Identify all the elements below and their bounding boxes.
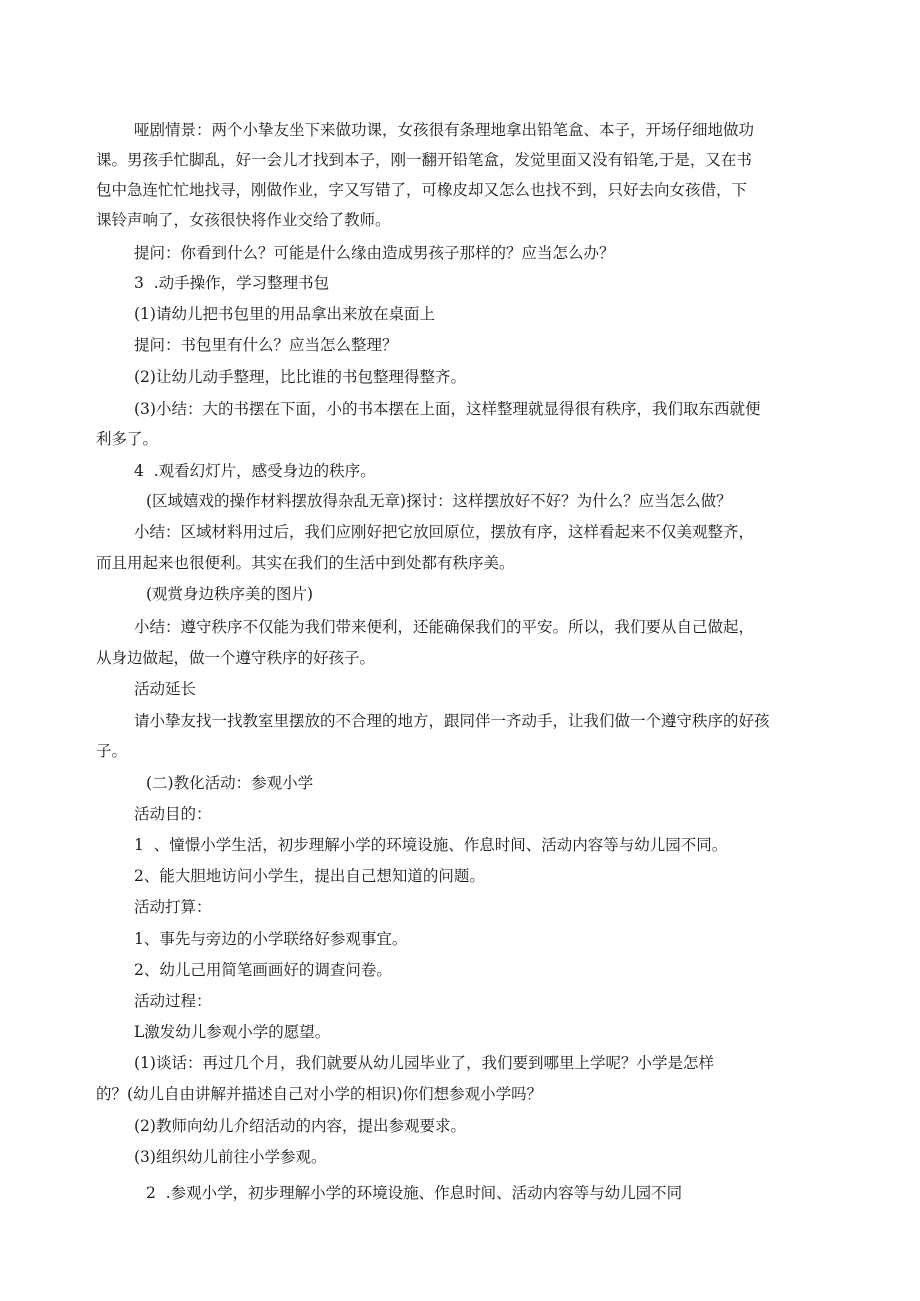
list-item: 2、能大胆地访问小学生，提出自己想知道的问题。 (134, 867, 485, 885)
paragraph-line: 利多了。 (96, 430, 159, 448)
paragraph-line: 小结：区域材料用过后，我们应刚好把它放回原位，摆放有序，这样看起来不仅美观整齐， (134, 523, 755, 541)
paragraph-line: 包中急连忙忙地找寻，刚做作业，字又写错了，可橡皮却又怎么也找不到，只好去向女孩借，下 (96, 181, 748, 199)
paragraph-line: (2)教师向幼儿介绍活动的内容，提出参观要求。 (134, 1117, 466, 1135)
paragraph-line: 请小挚友找一找教室里摆放的不合理的地方，跟同伴一齐动手，让我们做一个遵守秩序的好孩 (134, 712, 770, 730)
section-heading: (二)教化活动：参观小学 (146, 774, 314, 792)
paragraph-line: (1)请幼儿把书包里的用品拿出来放在桌面上 (134, 305, 435, 323)
section-heading: 4 .观看幻灯片，感受身边的秩序。 (134, 462, 376, 480)
list-item: 1 、憧憬小学生活，初步理解小学的环境设施、作息时间、活动内容等与幼儿园不同。 (134, 836, 728, 854)
paragraph-line: 的？(幼儿自由讲解并描述自己对小学的相识)你们想参观小学吗？ (96, 1085, 543, 1103)
list-item: 2、幼儿己用简笔画画好的调查问卷。 (134, 961, 392, 979)
paragraph-line: (3)小结：大的书摆在下面，小的书本摆在上面，这样整理就显得很有秩序，我们取东西就便 (134, 400, 761, 418)
paragraph-line: 子。 (96, 742, 128, 760)
list-item: 1、事先与旁边的小学联络好参观事宜。 (134, 930, 408, 948)
section-heading: 2 .参观小学，初步理解小学的环境设施、作息时间、活动内容等与幼儿园不同 (146, 1184, 683, 1202)
section-heading: 活动延长 (134, 680, 197, 698)
paragraph-line: (观赏身边秩序美的图片) (146, 585, 314, 603)
section-heading: 3 .动手操作，学习整理书包 (134, 274, 330, 292)
section-heading: 活动打算： (134, 898, 212, 916)
paragraph-line: 哑剧情景：两个小挚友坐下来做功课，女孩很有条理地拿出铅笔盒、本子，开场仔细地做功 (134, 121, 755, 139)
section-heading: 活动目的： (134, 805, 212, 823)
paragraph-line: (区域嬉戏的操作材料摆放得杂乱无章)探讨：这样摆放好不好？为什么？应当怎么做？ (146, 492, 732, 510)
paragraph-line: (3)组织幼儿前往小学参观。 (134, 1148, 327, 1166)
section-heading: 活动过程： (134, 992, 212, 1010)
paragraph-line: 课铃声响了，女孩很快将作业交给了教师。 (96, 211, 391, 229)
paragraph-line: 提问：你看到什么？可能是什么缘由造成男孩子那样的？应当怎么办？ (134, 244, 615, 262)
list-item: L激发幼儿参观小学的愿望。 (134, 1023, 331, 1041)
paragraph-line: 而且用起来也很便利。其实在我们的生活中到处都有秩序美。 (96, 554, 515, 572)
paragraph-line: (2)让幼儿动手整理，比比谁的书包整理得整齐。 (134, 368, 466, 386)
paragraph-line: 从身边做起，做一个遵守秩序的好孩子。 (96, 649, 376, 667)
paragraph-line: 小结：遵守秩序不仅能为我们带来便利，还能确保我们的平安。所以，我们要从自己做起， (134, 618, 755, 636)
paragraph-line: (1)谈话：再过几个月，我们就要从幼儿园毕业了，我们要到哪里上学呢？小学是怎样 (134, 1054, 714, 1072)
paragraph-line: 提问：书包里有什么？应当怎么整理？ (134, 336, 398, 354)
paragraph-line: 课。男孩手忙脚乱，好一会儿才找到本子，刚一翻开铅笔盒，发觉里面又没有铅笔,于是，又在书 (96, 151, 752, 169)
